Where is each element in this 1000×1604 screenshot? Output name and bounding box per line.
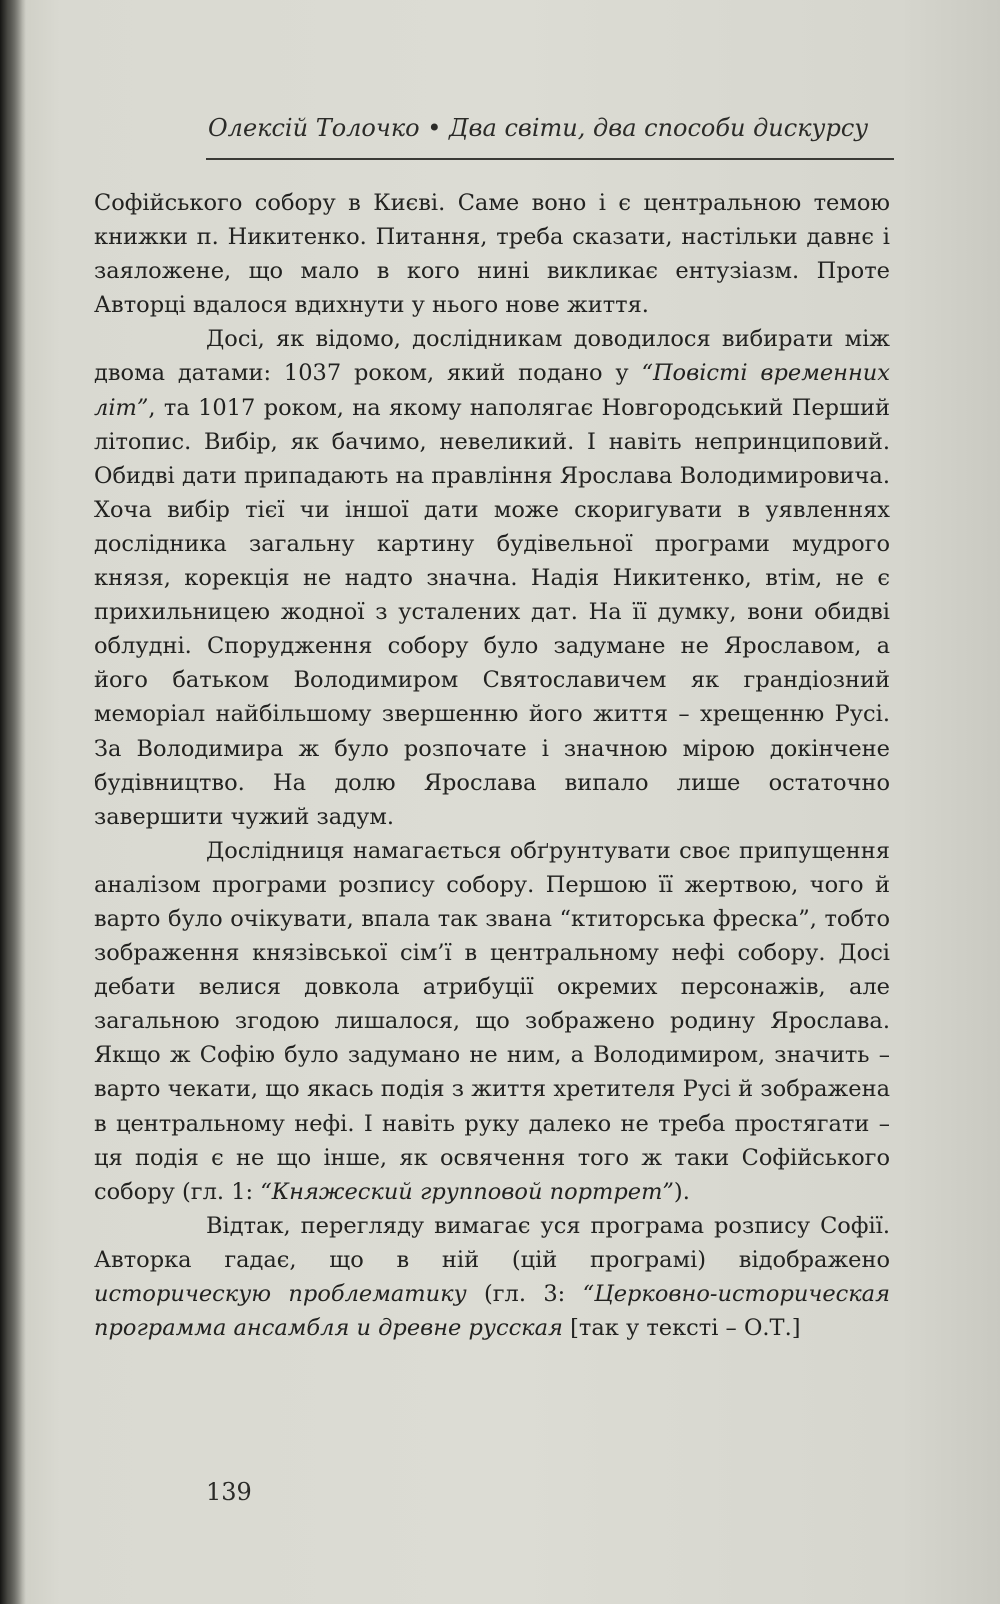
chronicle-title-italic: “Повісті временних літ”: [94, 360, 890, 421]
page-number: 139: [206, 1478, 252, 1506]
paragraph-2: [94, 322, 890, 833]
chapter-title-italic: “Княжеский групповой портрет”: [260, 1178, 674, 1205]
paragraph-3-text-a: Дослідниця намагається обґрунтувати своє припущення аналізом програми розпису собору. Першою її жертвою, чого й варто було очікувати, впала так звана “ктиторська фреска”, тобто зображення князівської сім’ї в центральному нефі собору. Досі дебати велися довкола атрибуції окремих персонажів, але загальною згодою лишалося, що зображено родину Ярослава. Якщо ж Софію було задумано не ним, а Володимиром, значить – варто чекати, що якась подія з життя хретителя Русі й зображена в центральному нефі. І навіть руку далеко не треба простягати – ця подія є не що інше, як освячення того ж таки Софійського собору (гл. 1:: [94, 837, 890, 1205]
quoted-term-italic: историческую проблематику: [94, 1281, 467, 1307]
running-head-separator: •: [427, 114, 442, 142]
paragraph-3: [94, 834, 890, 1209]
paragraph-2-text-a: Досі, як відомо, дослідникам доводилося вибирати між двома датами: 1037 роком, який подано у: [94, 326, 890, 387]
paragraph-4-text-a: Відтак, перегляду вимагає уся програма розпису Софії. Авторка гадає, що в ній (цій програмі) відображено: [94, 1212, 890, 1273]
running-head-title: Два світи, два способи дискурсу: [449, 114, 869, 142]
header-rule: [206, 158, 894, 160]
paragraph-2-text-c: , та 1017 роком, на якому наполягає Новгородський Перший літопис. Вибір, як бачимо, невеликий. І навіть непринциповий. Обидві дати припадають на правління Ярослава Володимировича. Хоча вибір тієї чи іншої дати може скоригувати в уявленнях дослідника загальну картину будівельної програми мудрого князя, корекція не надто значна. Надія Никитенко, втім, не є прихильницею жодної з усталених дат. На її думку, вони обидві облудні. Спорудження собору було задумане не Ярославом, а його батьком Володимиром Святославичем як грандіозний меморіал найбільшому звершенню його життя – хрещенню Русі. За Володимира ж було розпочате і значною мірою докінчене будівництво. На долю Ярослава випало лише остаточно завершити чужий задум.: [94, 394, 890, 830]
paragraph-3-text-c: ).: [673, 1178, 690, 1205]
body-text: [94, 186, 890, 1345]
binding-gutter-shadow: [0, 0, 26, 1604]
paragraph-4-text-c: (гл. 3:: [466, 1281, 583, 1307]
running-head-author: Олексій Толочко: [208, 114, 420, 142]
paragraph-4-text-e: [так у тексті – О.Т.]: [562, 1315, 801, 1342]
running-head: [208, 114, 869, 142]
paragraph-4: [94, 1209, 890, 1345]
paragraph-1: [94, 186, 890, 322]
chapter-3-title-italic: “Церковно-историческая программа ансамбля и древне русская: [94, 1281, 890, 1342]
paragraph-1-text: Софійського собору в Києві. Саме воно і є центральною темою книжки п. Никитенко. Питання, треба сказати, настільки давнє і заяложене, що мало в кого нині викликає ентузіазм. Проте Авторці вдалося вдихнути у нього нове життя.: [94, 190, 890, 319]
